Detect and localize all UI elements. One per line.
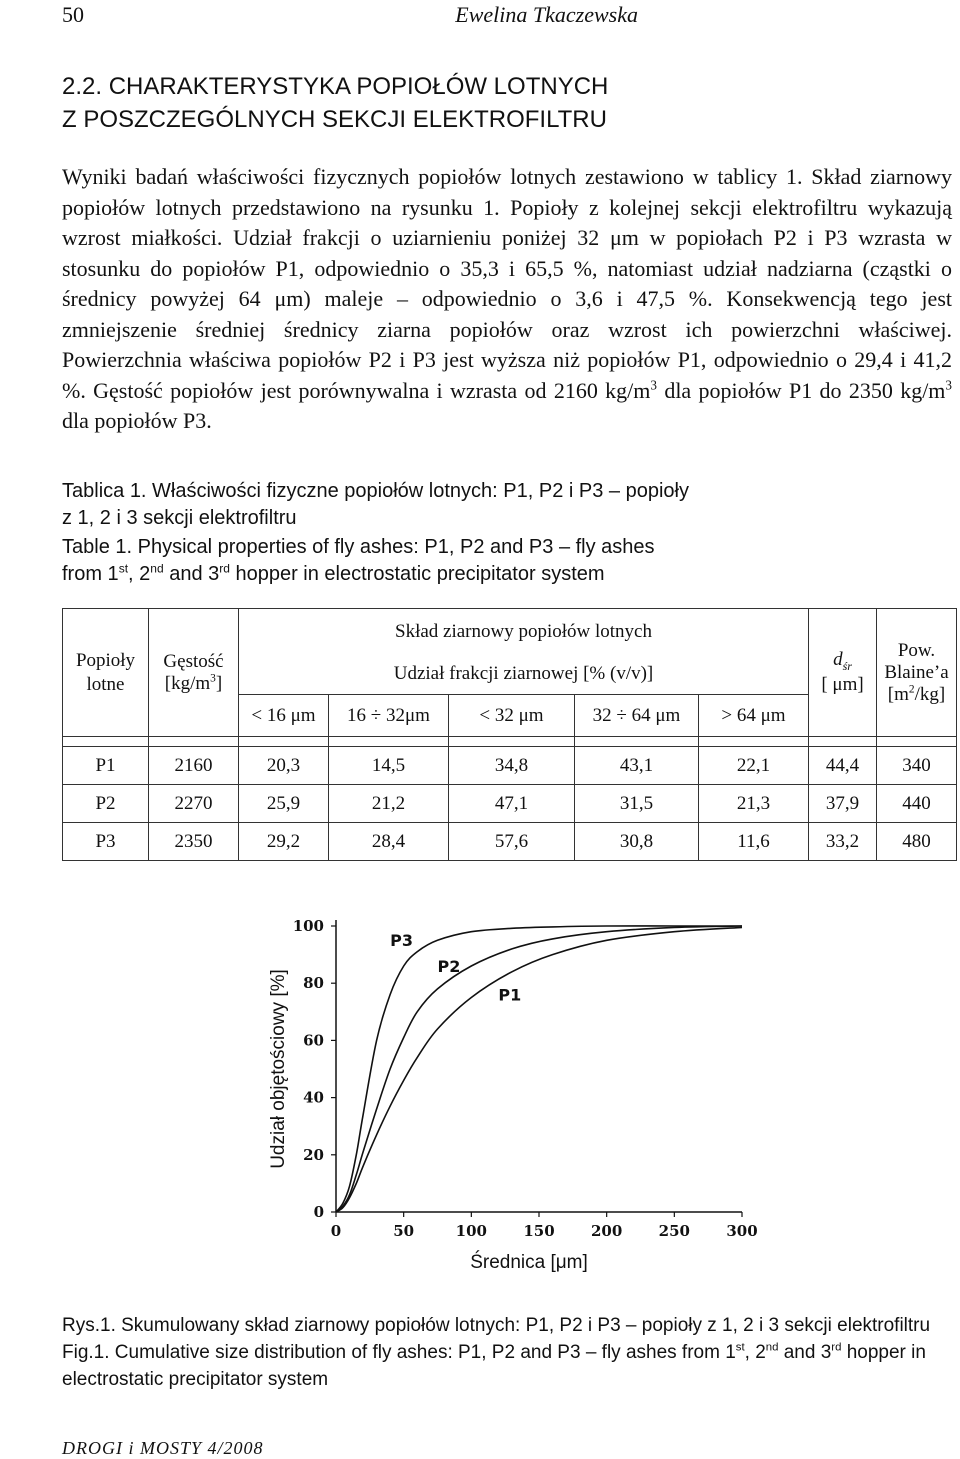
header-fraction: > 64 μm: [699, 695, 809, 737]
header-text: Blaine’a: [884, 661, 949, 683]
y-tick-label: 20: [303, 1145, 324, 1164]
table-caption-en: [62, 534, 655, 588]
superscript: nd: [150, 561, 164, 576]
cell: 57,6: [449, 823, 575, 861]
subscript: śr: [842, 658, 852, 673]
superscript: 2: [908, 683, 915, 696]
caption-text: hopper in electrostatic precipitator system: [62, 1342, 926, 1390]
superscript: rd: [831, 1341, 842, 1354]
cell: 440: [877, 785, 957, 823]
header-text: Pow.: [897, 639, 936, 661]
cell: 14,5: [329, 747, 449, 785]
superscript: 3: [210, 672, 216, 685]
y-tick-label: 0: [313, 1203, 324, 1221]
table-row: [63, 823, 957, 861]
figure-caption: [62, 1312, 952, 1393]
figure-caption-en: [62, 1339, 952, 1393]
superscript: nd: [765, 1341, 779, 1354]
body-text-main: Wyniki badań właściwości fizycznych popiołów lotnych zestawiono w tablicy 1. Skład ziarnowy popiołów lotnych przedstawiono na rysunku 1. Popioły z kolejnej sekcji elektrofiltru wykazują wzrost miałkości. Udział frakcji o uziarnieniu poniżej 32 μm w popiołach P2 i P3 wzrasta w stosunku do popiołów P1, odpowiednio o 35,3 i 65,5 %, natomiast udział nadziarna (cząstki o średnicy powyżej 64 μm) maleje – odpowiednio o 3,6 i 47,5 %. Konsekwencją tego jest zmniejszenie średniej średnicy ziarna popiołów oraz wzrost ich powierzchni właściwej. Powierzchnia właściwa popiołów P2 i P3 jest wyższa niż popiołów P1, odpowiednio o 29,4 i 41,2 %. Gęstość popiołów jest porównywalna i wzrasta od 2160 kg/m: [62, 164, 952, 403]
cell-ash: P3: [63, 823, 149, 861]
superscript: st: [118, 561, 129, 576]
caption-text: and 3: [163, 563, 220, 585]
cell: 44,4: [809, 747, 877, 785]
cell: 31,5: [575, 785, 699, 823]
page-number: 50: [62, 2, 84, 27]
caption-text: , 2: [744, 1342, 766, 1363]
cell: 28,4: [329, 823, 449, 861]
cell: 33,2: [809, 823, 877, 861]
table-row: [63, 785, 957, 823]
series-line-p3: [336, 926, 742, 1212]
header-text: [149, 673, 238, 695]
table-caption-pl: [62, 478, 689, 532]
header-fraction: 16 ÷ 32μm: [329, 695, 449, 737]
cell: 2160: [149, 747, 239, 785]
cell: 29,2: [239, 823, 329, 861]
series-label-p1: P1: [498, 985, 522, 1005]
cell: 47,1: [449, 785, 575, 823]
caption-text: and 3: [778, 1342, 832, 1363]
unit-text: /kg]: [914, 683, 946, 705]
caption-text: , 2: [128, 563, 151, 585]
body-text-mid: dla popiołów P1 do 2350 kg/m: [656, 377, 946, 403]
x-axis-label: Średnica [μm]: [470, 1252, 588, 1273]
caption-text: hopper in electrostatic precipitator system: [229, 563, 605, 585]
superscript: st: [735, 1341, 745, 1354]
cell: 37,9: [809, 785, 877, 823]
cell: 34,8: [449, 747, 575, 785]
cell: 2270: [149, 785, 239, 823]
cell: 480: [877, 823, 957, 861]
cell: 20,3: [239, 747, 329, 785]
cell: 30,8: [575, 823, 699, 861]
chart-svg: [258, 900, 778, 1280]
y-tick-label: 80: [303, 974, 324, 993]
x-tick-label: 150: [523, 1222, 555, 1240]
body-paragraph: [62, 162, 952, 437]
cell: 340: [877, 747, 957, 785]
y-axis-label: Udział objętościowy [%]: [268, 969, 289, 1169]
header-fraction: < 16 μm: [239, 695, 329, 737]
unit-text: [kg/m: [164, 672, 211, 694]
cell: 43,1: [575, 747, 699, 785]
y-tick-label: 100: [292, 917, 324, 935]
header-text: Popioły lotne: [75, 649, 136, 695]
cell: 2350: [149, 823, 239, 861]
superscript: rd: [219, 561, 230, 576]
header-fraction-share: Udział frakcji ziarnowej [% (v/v)]: [239, 655, 809, 695]
y-tick-label: 40: [303, 1088, 324, 1107]
header-grain-composition: Skład ziarnowy popiołów lotnych: [239, 609, 809, 655]
cell-ash: P2: [63, 785, 149, 823]
header-dsr: [809, 609, 877, 737]
header-blaine: [877, 609, 957, 737]
x-tick-label: 0: [330, 1222, 342, 1240]
table-caption-line: z 1, 2 i 3 sekcji elektrofiltru: [62, 507, 297, 529]
y-tick-label: 60: [303, 1031, 324, 1050]
superscript: 3: [650, 377, 657, 393]
table-row: [63, 747, 957, 785]
table-caption-line: Tablica 1. Właściwości fizyczne popiołów lotnych: P1, P2 i P3 – popioły: [62, 480, 689, 502]
series-label-p3: P3: [390, 931, 413, 951]
x-tick-label: 50: [393, 1222, 415, 1240]
cell: 25,9: [239, 785, 329, 823]
cumulative-size-chart: [258, 900, 778, 1280]
section-heading-line2: Z POSZCZEGÓLNYCH SEKCJI ELEKTROFILTRU: [62, 106, 607, 133]
superscript: 3: [945, 377, 953, 393]
journal-footer: DROGI i MOSTY 4/2008: [62, 1438, 264, 1458]
header-fraction: < 32 μm: [449, 695, 575, 737]
section-heading: [62, 70, 608, 136]
unit-text: ]: [215, 672, 223, 694]
header-text: Gęstość: [163, 650, 224, 672]
caption-text: Fig.1. Cumulative size distribution of fly ashes: P1, P2 and P3 – fly ashes from 1: [62, 1342, 736, 1363]
series-line-p1: [336, 927, 742, 1212]
series-label-p2: P2: [437, 956, 461, 976]
x-tick-label: 100: [455, 1222, 487, 1240]
section-heading-line1: 2.2. CHARAKTERYSTYKA POPIOŁÓW LOTNYCH: [62, 73, 609, 100]
cell-ash: P1: [63, 747, 149, 785]
x-tick-label: 300: [726, 1222, 758, 1240]
running-author: Ewelina Tkaczewska: [455, 2, 638, 27]
series-line-p2: [336, 926, 742, 1212]
table-caption-line: Table 1. Physical properties of fly ashes: P1, P2 and P3 – fly ashes: [62, 536, 655, 558]
properties-table: [62, 608, 957, 861]
cell: 11,6: [699, 823, 809, 861]
unit-text: [m: [887, 683, 909, 705]
header-text: [809, 649, 876, 674]
table-caption-line: [62, 561, 655, 588]
header-text: [ μm]: [821, 673, 864, 695]
cell: 21,2: [329, 785, 449, 823]
x-tick-label: 200: [591, 1222, 623, 1240]
header-density: [149, 609, 239, 737]
figure-caption-pl: Rys.1. Skumulowany skład ziarnowy popiołów lotnych: P1, P2 i P3 – popioły z 1, 2 i 3 sekcji elektrofiltru: [62, 1315, 931, 1336]
header-ash: [63, 609, 149, 737]
cell: 22,1: [699, 747, 809, 785]
body-text-end: dla popiołów P3.: [62, 408, 212, 433]
header-fraction: 32 ÷ 64 μm: [575, 695, 699, 737]
x-tick-label: 250: [658, 1222, 690, 1240]
header-text: [877, 684, 956, 706]
cell: 21,3: [699, 785, 809, 823]
dsr-symbol: d: [833, 649, 843, 671]
caption-text: from 1: [62, 563, 119, 585]
